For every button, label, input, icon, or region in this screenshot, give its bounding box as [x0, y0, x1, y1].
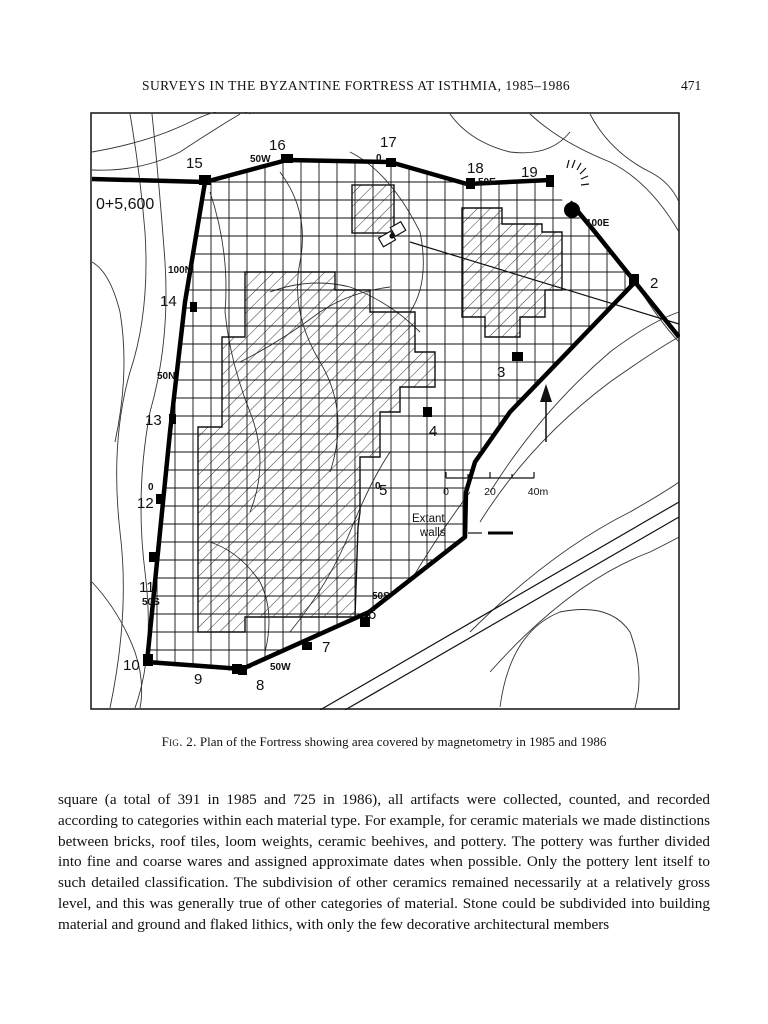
- running-head: [0, 78, 768, 98]
- grid-label-left-50n: 50N: [157, 371, 176, 382]
- legend-walls: walls: [420, 527, 446, 539]
- tower-number-13: 13: [145, 412, 162, 429]
- body-paragraph: square (a total of 391 in 1985 and 725 in 1986), all artifacts were collected, counted, and recorded according to categories within each material type. For example, for ceramic materials we made distinctions between bricks, roof tiles, loom weights, ceramic beehives, and pottery. The pottery was further divided into fine and coarse wares and assigned approximate dates when possible. Only the pottery lent itself to such detailed classification. The subdivision of other ceramics remained necessarily at a relatively gross level, and this was generally true of other categories of material. Stone could be subdivided into building material and ground and flaked lithics, with only the few decorative architectural members: [58, 791, 710, 933]
- tower-number-12: 12: [137, 495, 154, 512]
- grid-label-right-100e: 100E: [586, 218, 610, 229]
- grid-label-left-50s: 50S: [142, 597, 160, 608]
- tower-number-10: 10: [123, 657, 140, 674]
- tower-number-17: 17: [380, 134, 397, 151]
- scale-tick-40m: 40m: [527, 486, 549, 498]
- grid-label-top-0: 0: [376, 153, 382, 164]
- caption-text: Plan of the Fortress showing area covered by magnetometry in 1985 and 1986: [199, 734, 607, 749]
- grid-label-bottom-50w: 50W: [270, 662, 291, 673]
- tower-number-8: 8: [256, 677, 265, 694]
- tower-number-2: 2: [650, 275, 659, 292]
- running-title: SURVEYS IN THE BYZANTINE FORTRESS AT ISTHMIA, 1985–1986: [142, 78, 571, 93]
- tower-number-19: 19: [521, 164, 538, 181]
- figure-caption: [0, 734, 768, 750]
- tower-number-7: 7: [322, 639, 331, 656]
- caption-label: Fig. 2.: [161, 734, 197, 749]
- grid-label-top-50w: 50W: [250, 154, 271, 165]
- tower-number-6: 6: [368, 606, 377, 623]
- fortress-plan-figure: [90, 112, 680, 710]
- tower-number-15: 15: [186, 155, 203, 172]
- tower-number-16: 16: [269, 137, 286, 154]
- tower-number-3: 3: [497, 364, 506, 381]
- scale-tick-0: 0: [443, 486, 449, 498]
- scale-tick-20: 20: [484, 486, 496, 498]
- grid-label-top-50e: 50E: [478, 177, 496, 188]
- tower-number-18: 18: [467, 160, 484, 177]
- grid-label-right-50s: 50S: [372, 591, 390, 602]
- station-label: 0+5,600: [96, 196, 155, 213]
- tower-number-11: 11: [139, 579, 155, 596]
- grid-label-left-0: 0: [148, 482, 154, 493]
- tower-number-5: 5: [379, 482, 388, 499]
- page-number: 471: [681, 78, 702, 93]
- grid-label-left-100n: 100N: [168, 265, 192, 276]
- tower-number-9: 9: [194, 671, 203, 688]
- legend-extant: Extant: [412, 513, 445, 525]
- tower-number-4: 4: [429, 423, 438, 440]
- grid-label-inner-0: 0: [375, 481, 381, 492]
- tower-number-14: 14: [160, 293, 177, 310]
